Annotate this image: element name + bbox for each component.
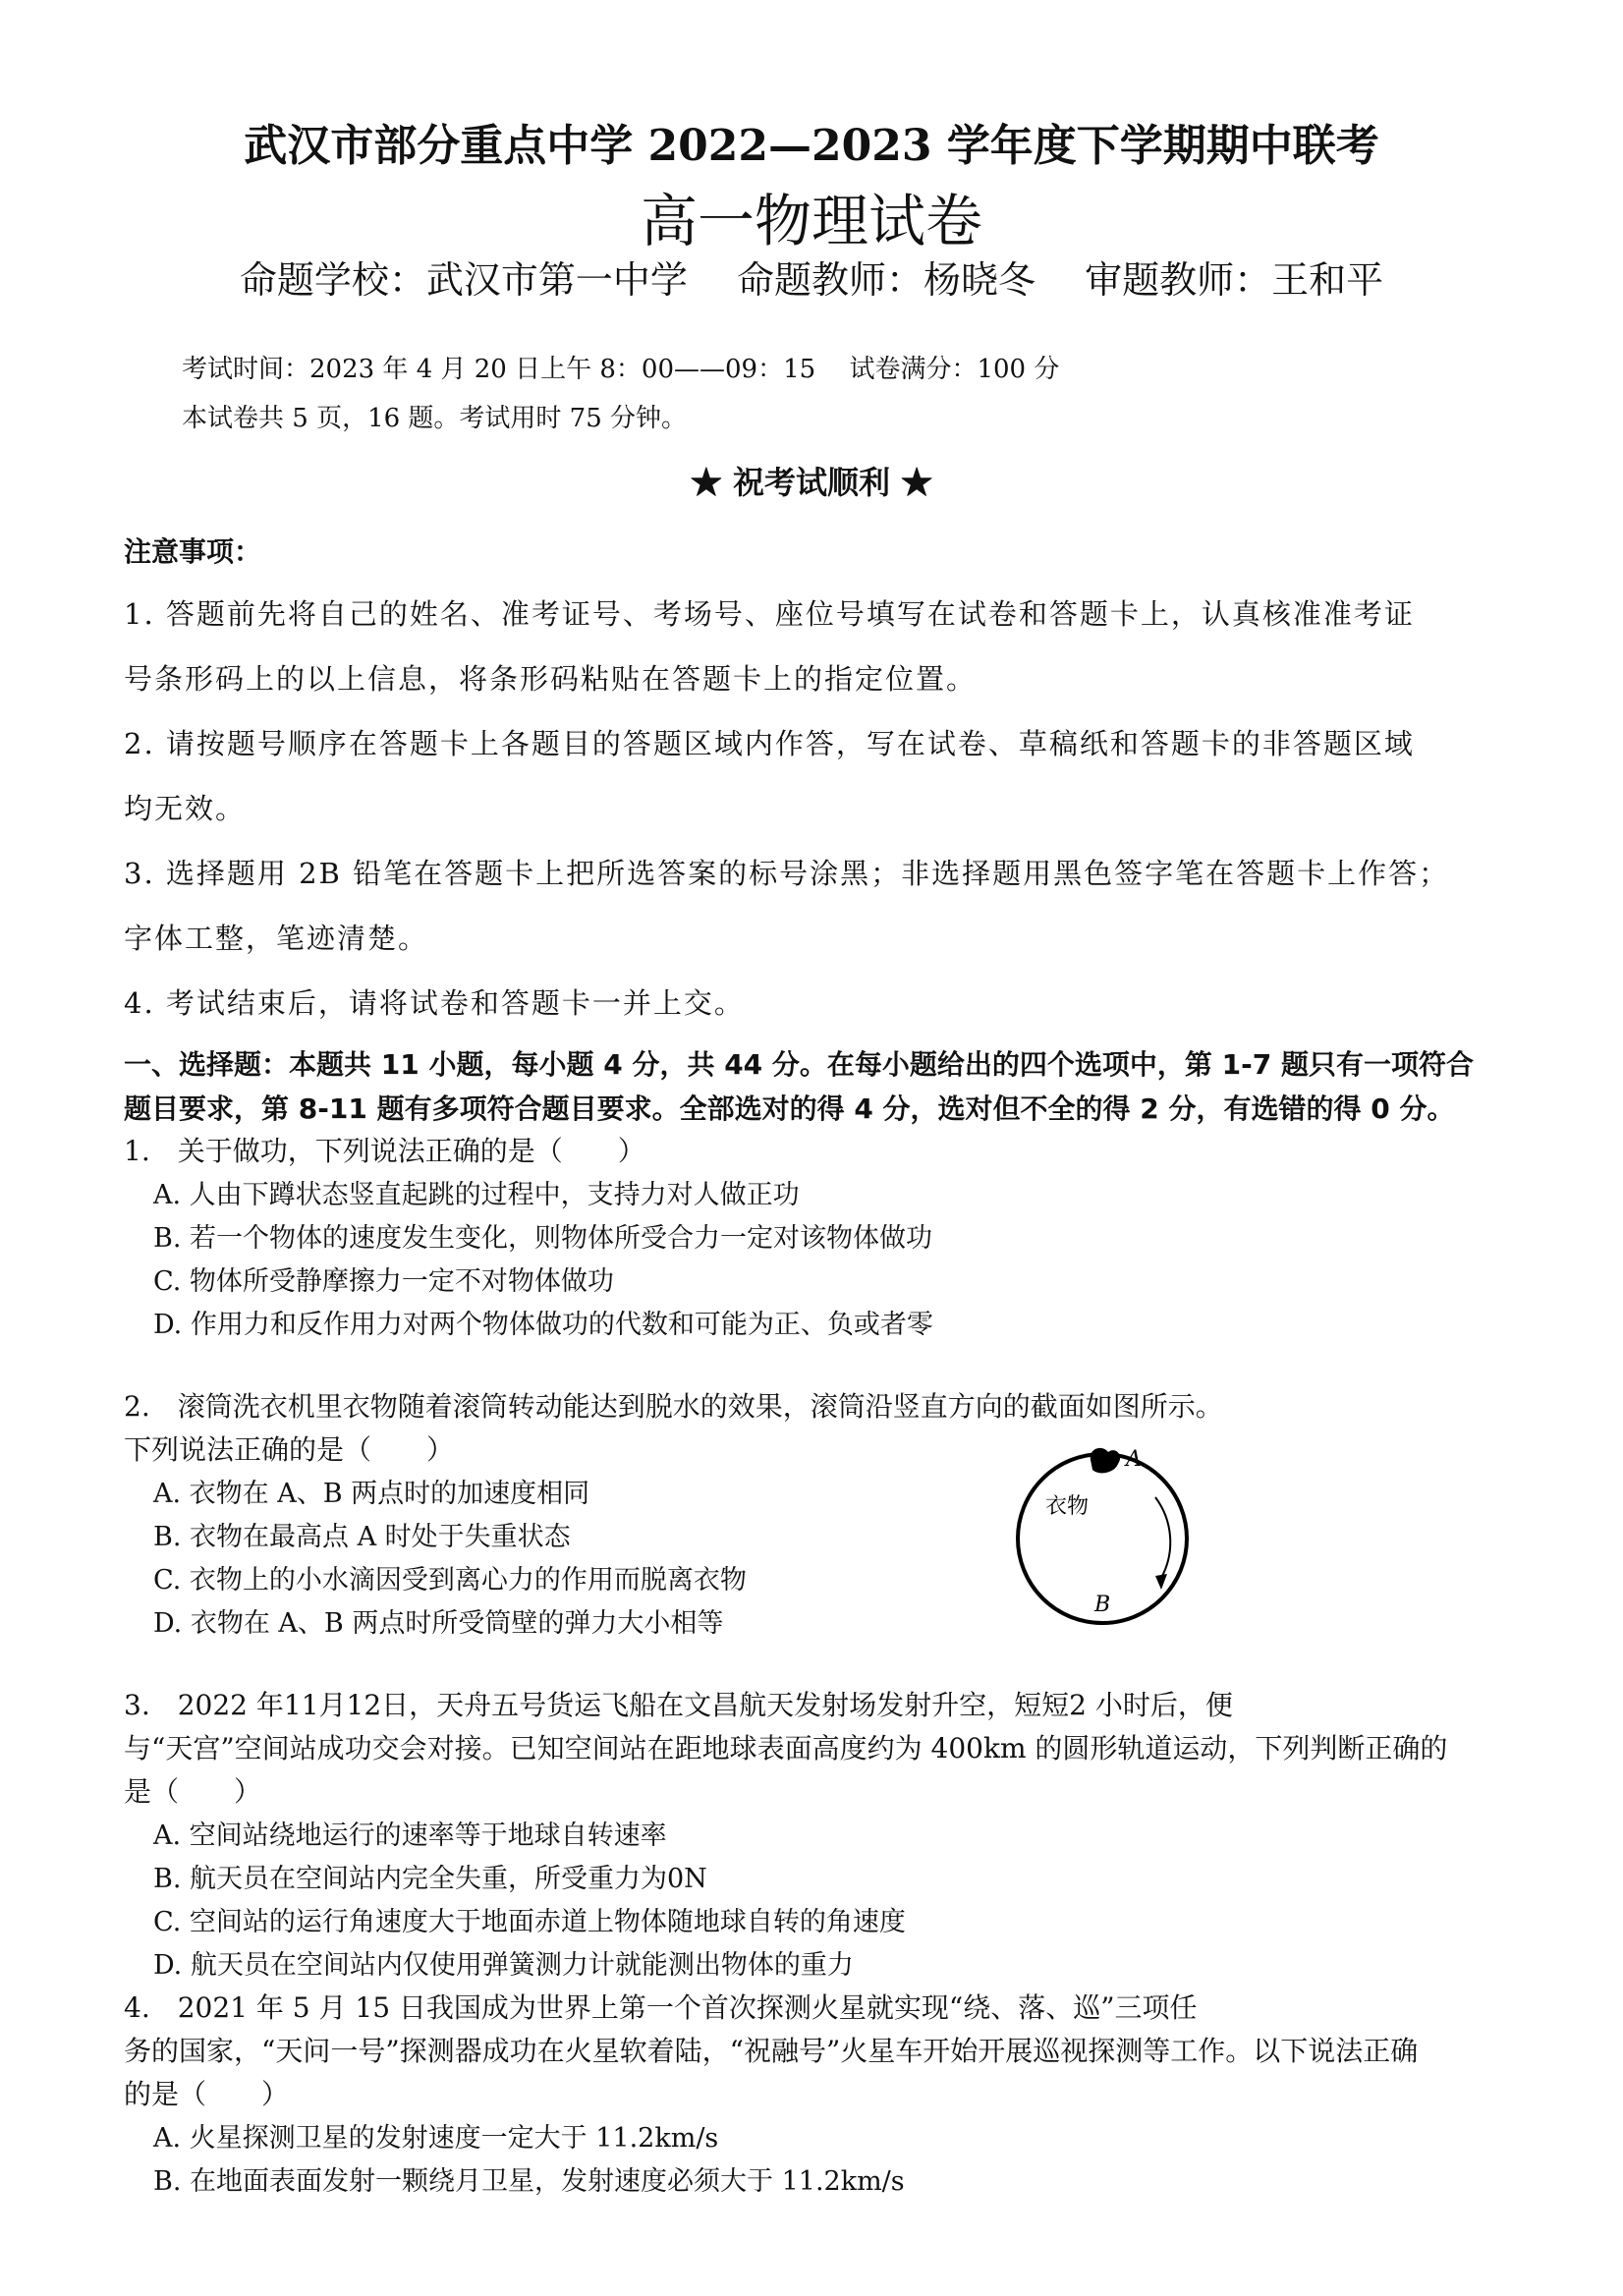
notice-line: 1. 答题前先将自己的姓名、准考证号、考场号、座位号填写在试卷和答题卡上，认真核准准考证 — [124, 597, 1415, 631]
question-4-stem: 4. 2021 年 5 月 15 日我国成为世界上第一个首次探测火星就实现“绕、落、巡”三项任 — [124, 1991, 1198, 2024]
question-2-option-d: D. 衣物在 A、B 两点时所受筒壁的弹力大小相等 — [153, 1608, 724, 1639]
drum-diagram — [1000, 1430, 1216, 1647]
question-1-option-c: C. 物体所受静摩擦力一定不对物体做功 — [153, 1266, 614, 1297]
question-3-stem: 与“天宫”空间站成功交会对接。已知空间站在距地球表面高度约为 400km 的圆形轨道运动，下列判断正确的 — [124, 1732, 1448, 1764]
question-1-option-a: A. 人由下蹲状态竖直起跳的过程中，支持力对人做正功 — [153, 1180, 800, 1210]
exam-time-info: 考试时间：2023 年 4 月 20 日上午 8：00——09：15 试卷满分：100 分 — [182, 355, 1060, 384]
question-3-option-a: A. 空间站绕地运行的速率等于地球自转速率 — [153, 1820, 667, 1851]
notice-line: 号条形码上的以上信息，将条形码粘贴在答题卡上的指定位置。 — [124, 662, 978, 696]
notice-line: 2. 请按题号顺序在答题卡上各题目的答题区域内作答，写在试卷、草稿纸和答题卡的非答题区域 — [124, 727, 1415, 760]
drum-figure — [1000, 1430, 1216, 1647]
blessing-text: ★ 祝考试顺利 ★ — [690, 464, 933, 501]
label-b: B — [1094, 1593, 1111, 1617]
question-2-option-b: B. 衣物在最高点 A 时处于失重状态 — [153, 1522, 571, 1552]
notice-line: 均无效。 — [124, 792, 247, 825]
notice-line: 4. 考试结束后，请将试卷和答题卡一并上交。 — [124, 986, 745, 1020]
question-3-option-c: C. 空间站的运行角速度大于地面赤道上物体随地球自转的角速度 — [153, 1907, 906, 1937]
rotation-arrow-head — [1155, 1574, 1167, 1590]
exam-authors: 命题学校：武汉市第一中学 命题教师：杨晓冬 审题教师：王和平 — [239, 258, 1384, 302]
exam-length-info: 本试卷共 5 页，16 题。考试用时 75 分钟。 — [182, 404, 688, 433]
question-4-option-a: A. 火星探测卫星的发射速度一定大于 11.2km/s — [153, 2123, 719, 2154]
exam-subject-title: 高一物理试卷 — [640, 188, 982, 254]
notice-line: 3. 选择题用 2B 铅笔在答题卡上把所选答案的标号涂黑；非选择题用黑色签字笔在答题卡上作答； — [124, 857, 1450, 890]
notice-heading: 注意事项： — [124, 535, 262, 568]
question-3-stem: 是（ ） — [124, 1775, 262, 1808]
question-2-stem: 2. 滚筒洗衣机里衣物随着滚筒转动能达到脱水的效果，滚筒沿竖直方向的截面如图所示。 — [124, 1390, 1223, 1423]
question-2-option-a: A. 衣物在 A、B 两点时的加速度相同 — [153, 1479, 590, 1509]
question-2-stem: 下列说法正确的是（ ） — [124, 1433, 455, 1466]
rotation-arrow — [1155, 1497, 1170, 1578]
question-3-option-b: B. 航天员在空间站内完全失重，所受重力为0N — [153, 1864, 707, 1894]
label-clothes: 衣物 — [1045, 1494, 1090, 1519]
question-1-stem: 1. 关于做功，下列说法正确的是（ ） — [124, 1135, 645, 1167]
question-4-option-b: B. 在地面表面发射一颗绕月卫星，发射速度必须大于 11.2km/s — [153, 2166, 905, 2197]
question-3-option-d: D. 航天员在空间站内仅使用弹簧测力计就能测出物体的重力 — [153, 1950, 854, 1981]
section-instructions: 题目要求，第 8-11 题有多项符合题目要求。全部选对的得 4 分，选对但不全的得 2 分，有选错的得 0 分。 — [124, 1092, 1455, 1125]
section-instructions: 一、选择题：本题共 11 小题，每小题 4 分，共 44 分。在每小题给出的四个选项中，第 1-7 题只有一项符合 — [124, 1048, 1474, 1081]
exam-title: 武汉市部分重点中学 2022—2023 学年度下学期期中联考 — [244, 121, 1379, 171]
question-4-stem: 务的国家，“天问一号”探测器成功在火星软着陆，“祝融号”火星车开始开展巡视探测等工作。以下说法正确 — [124, 2035, 1419, 2067]
label-a: A — [1126, 1447, 1142, 1472]
clothes-blob — [1091, 1448, 1120, 1474]
question-1-option-b: B. 若一个物体的速度发生变化，则物体所受合力一定对该物体做功 — [153, 1223, 933, 1254]
question-4-stem: 的是（ ） — [124, 2078, 290, 2110]
question-3-stem: 3. 2022 年11月12日，天舟五号货运飞船在文昌航天发射场发射升空，短短2 小时后，便 — [124, 1689, 1233, 1721]
notice-line: 字体工整，笔迹清楚。 — [124, 922, 429, 955]
question-1-option-d: D. 作用力和反作用力对两个物体做功的代数和可能为正、负或者零 — [153, 1310, 933, 1340]
question-2-option-c: C. 衣物上的小水滴因受到离心力的作用而脱离衣物 — [153, 1565, 747, 1596]
